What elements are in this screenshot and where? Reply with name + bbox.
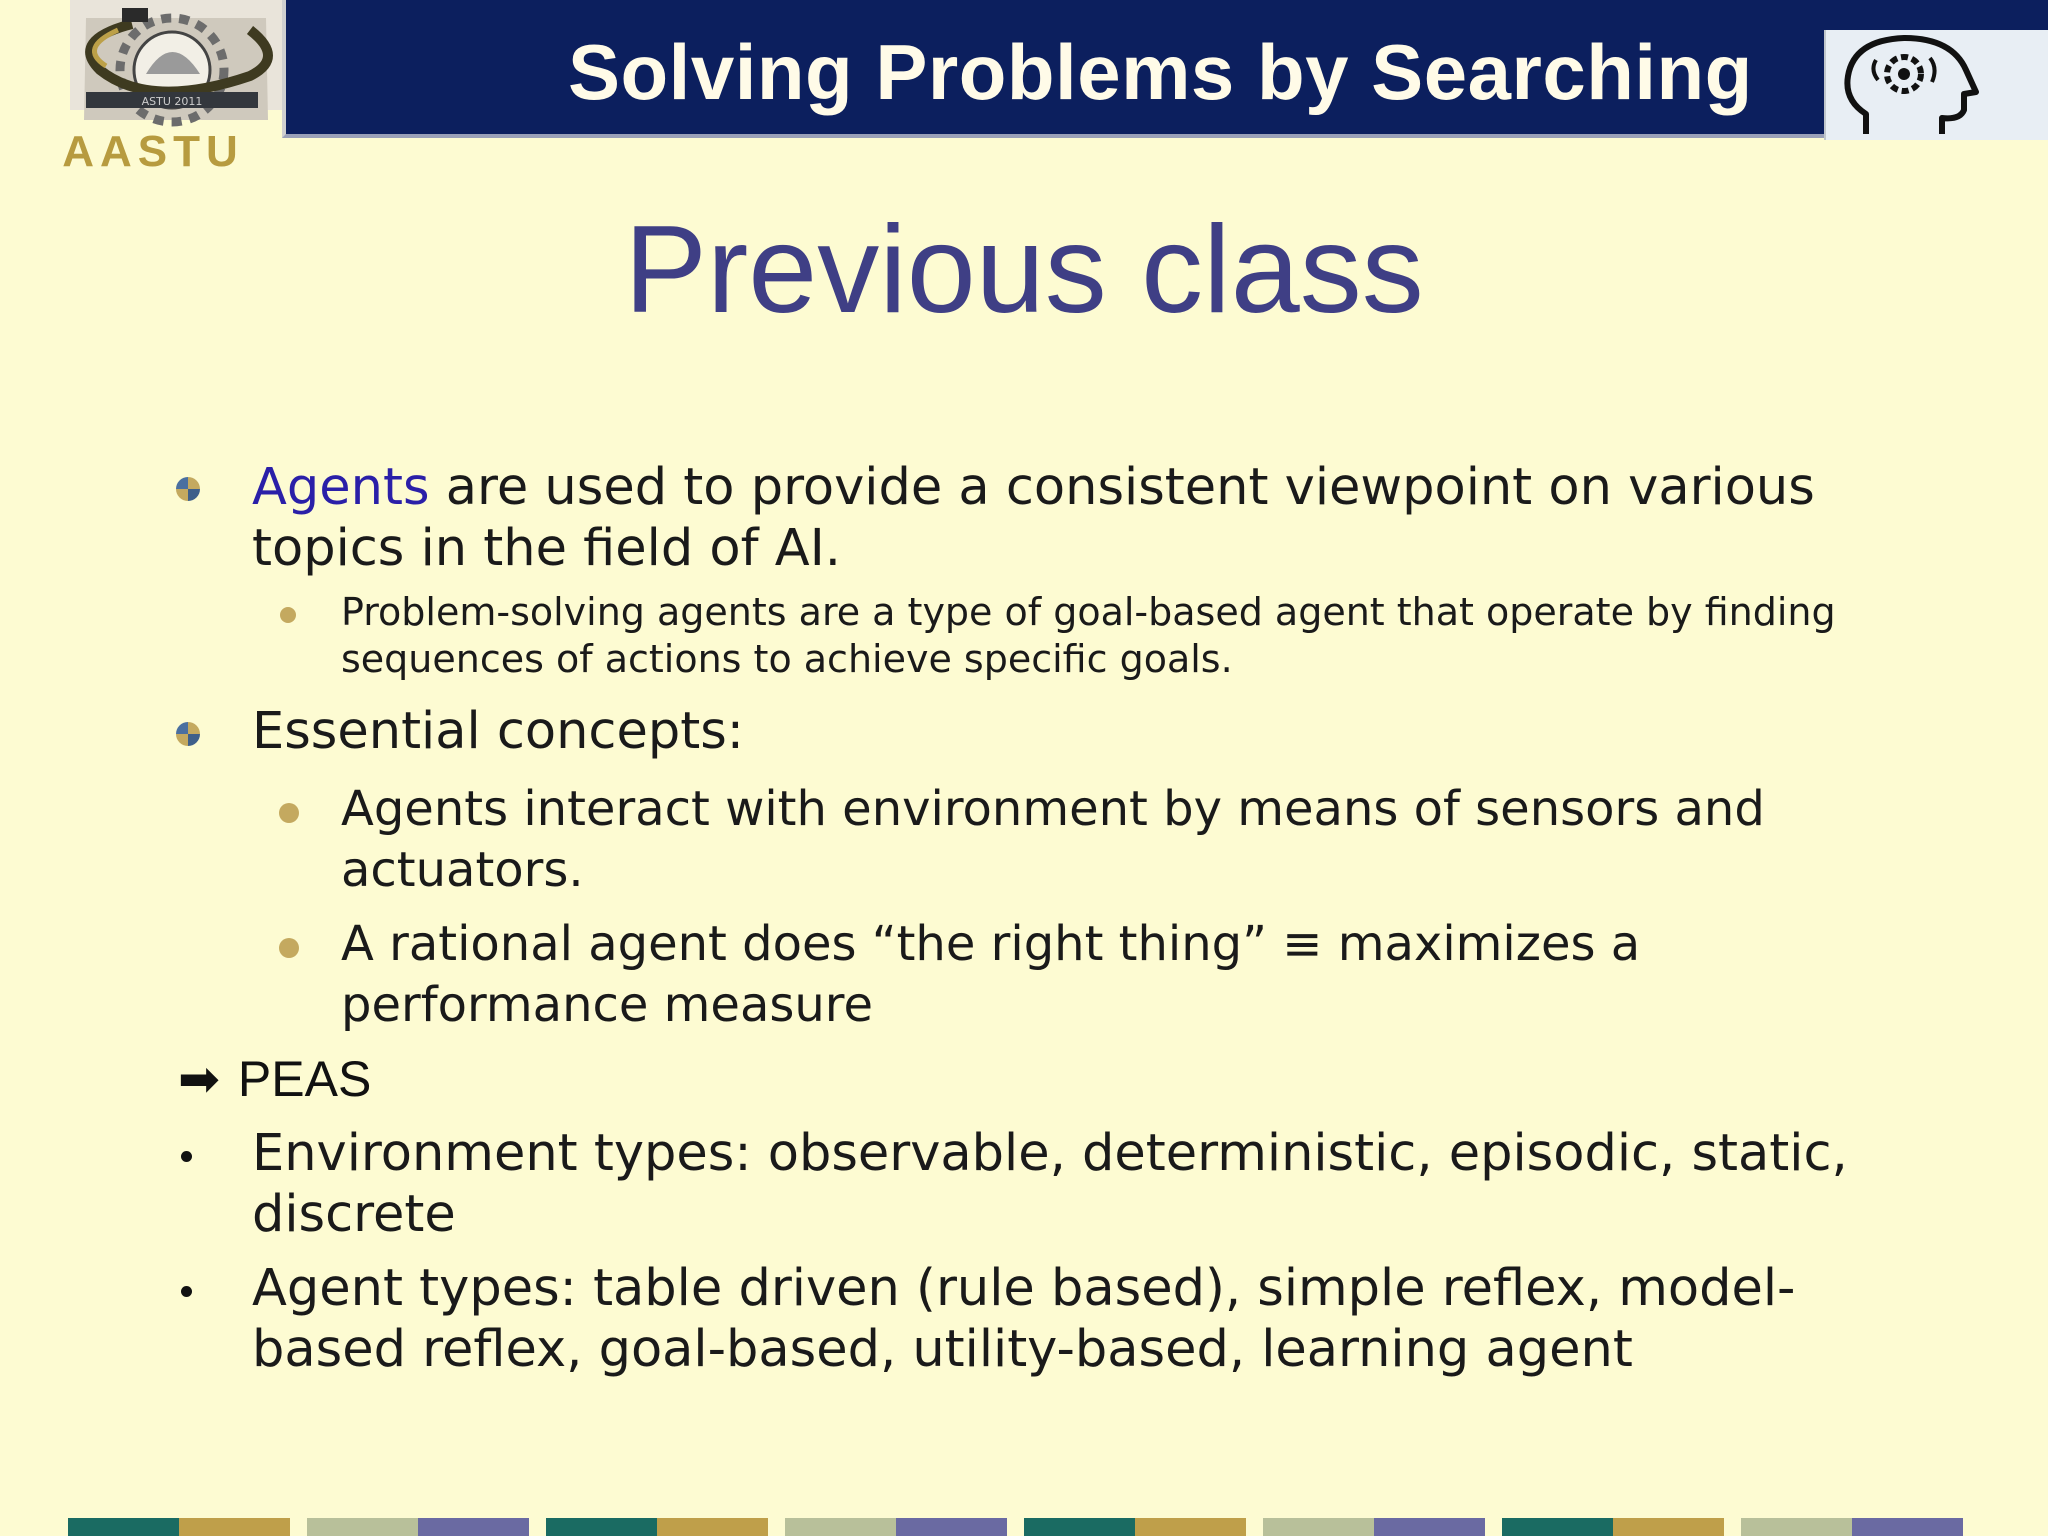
header-title: Solving Problems by Searching [568,28,1753,116]
bullet-environment-types: Environment types: observable, deterministic, episodic, static, discrete [252,1124,1848,1244]
peas-label: PEAS [237,1051,372,1107]
right-arrow-icon: ➡ [178,1050,220,1108]
gold-dot-icon [280,607,296,623]
quadrant-bullet-icon [174,720,202,748]
peas-line [178,1046,371,1112]
bullet-agent-types: Agent types: table driven (rule based), simple reflex, model-based reflex, goal-based, utility-based, learning agent [252,1259,1796,1379]
bullet-essential-concepts: Essential concepts: [252,702,744,761]
gold-dot-icon [279,803,299,823]
black-dot-icon [181,1151,192,1162]
bullet-agents-text: are used to provide a consistent viewpoint on various topics in the field of AI. [252,458,1815,578]
black-dot-icon [181,1286,192,1297]
slide-title: Previous class [624,201,1424,339]
gold-dot-icon [279,938,299,958]
aastu-logo [0,0,310,172]
bullet-agents [252,457,1892,579]
brain-gear-icon [1826,30,2048,140]
agents-highlight: Agents [252,458,430,517]
gear-logo-icon [0,0,310,172]
sub-bullet-rational-agent: A rational agent does “the right thing” ≡ maximizes a performance measure [341,916,1641,1033]
sub-bullet-problem-solving: Problem-solving agents are a type of goal-based agent that operate by finding sequences of actions to achieve specific goals. [341,590,1836,681]
logo-wordmark: AASTU [62,127,244,172]
sub-bullet-sensors: Agents interact with environment by means of sensors and actuators. [341,781,1765,898]
quadrant-bullet-icon [174,475,202,503]
footer-color-bar [68,1518,1963,1536]
brain-image [1824,30,2048,140]
svg-text:ASTU 2011: ASTU 2011 [141,95,203,108]
